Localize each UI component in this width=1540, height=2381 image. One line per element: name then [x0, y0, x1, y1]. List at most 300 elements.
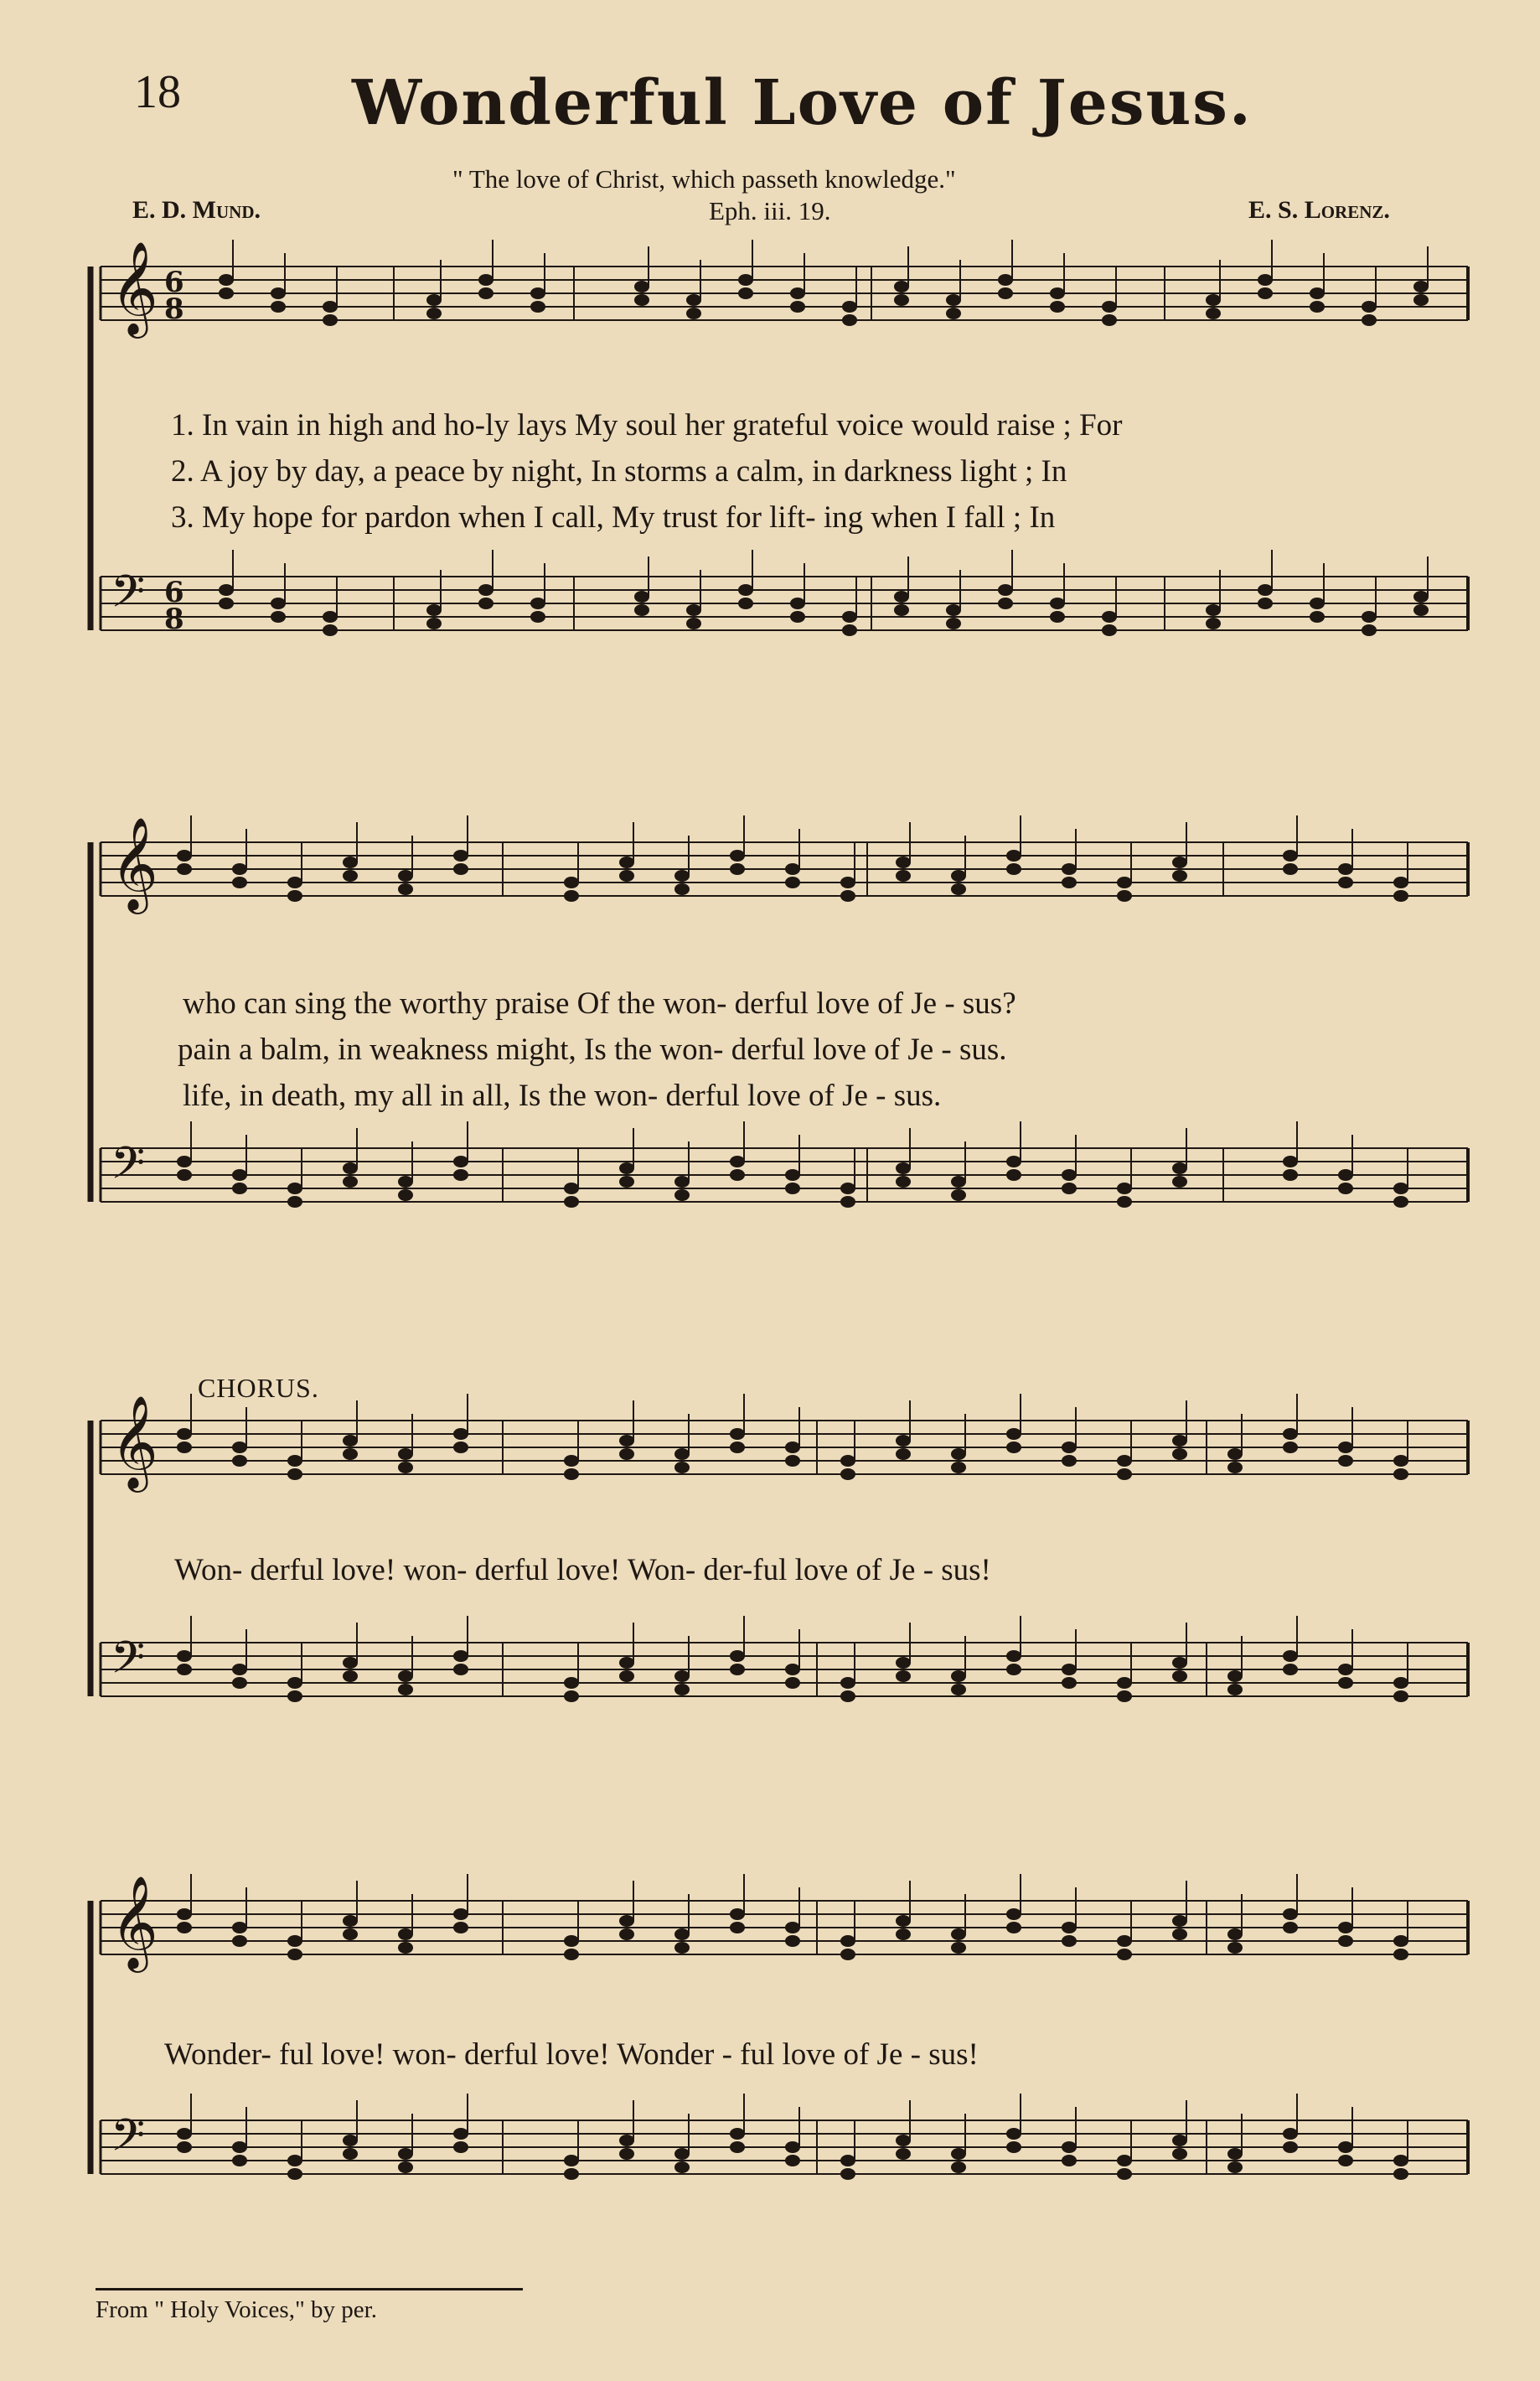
note-head [530, 598, 545, 609]
note-head [530, 287, 545, 299]
verse-1-line-a: 1. In vain in high and ho-ly lays My soul her grateful voice would raise ; For [171, 408, 1123, 443]
note-head [453, 1664, 468, 1675]
note-head [896, 1162, 911, 1174]
note-head [785, 1169, 800, 1181]
note-head [232, 877, 247, 888]
note-head [1062, 1442, 1077, 1453]
note-head [1338, 1442, 1353, 1453]
note-head [1117, 1677, 1132, 1689]
note-head [1117, 877, 1132, 888]
verse-1-line-b: who can sing the worthy praise Of the won- derful love of Je - sus? [183, 986, 1016, 1021]
note-head [287, 1677, 302, 1689]
bass-clef: 𝄢 [111, 1633, 146, 1695]
note-head [738, 598, 753, 609]
note-head [1393, 1455, 1408, 1467]
note-head [1050, 611, 1065, 623]
note-head [398, 1928, 413, 1940]
note-head [323, 314, 338, 326]
note-head [730, 2128, 745, 2140]
note-head [271, 301, 286, 313]
note-head [1172, 1928, 1187, 1940]
note-head [271, 598, 286, 609]
scripture-reference: Eph. iii. 19. [709, 196, 831, 225]
note-head [1206, 294, 1221, 306]
note-head [1172, 1657, 1187, 1669]
note-head [287, 2168, 302, 2180]
note-head [1227, 1942, 1243, 1954]
note-head [1393, 1949, 1408, 1960]
note-head [478, 274, 494, 286]
note-head [1283, 1442, 1298, 1453]
note-head [1393, 1468, 1408, 1480]
note-head [219, 598, 234, 609]
note-head [619, 1670, 634, 1682]
note-head [1362, 314, 1377, 326]
note-head [1006, 1922, 1021, 1933]
note-head [453, 1650, 468, 1662]
note-head [674, 1670, 690, 1682]
bass-clef: 𝄢 [111, 1138, 146, 1200]
verse-3-line-a: 3. My hope for pardon when I call, My trust for lift- ing when I fall ; In [171, 500, 1056, 535]
note-head [398, 1176, 413, 1188]
note-head [1338, 1183, 1353, 1194]
note-head [177, 863, 192, 875]
note-head [896, 2135, 911, 2146]
note-head [232, 1677, 247, 1689]
note-head [1413, 604, 1429, 616]
note-head [478, 287, 494, 299]
note-head [530, 611, 545, 623]
note-head [1117, 1949, 1132, 1960]
note-head [998, 598, 1013, 609]
verse-2-line-a: 2. A joy by day, a peace by night, In storms a calm, in darkness light ; In [171, 454, 1067, 489]
note-head [1006, 1908, 1021, 1920]
note-head [453, 850, 468, 862]
note-head [785, 1183, 800, 1194]
note-head [1393, 1690, 1408, 1702]
note-head [343, 1657, 358, 1669]
note-head [951, 1670, 966, 1682]
chorus-line-2: Wonder- ful love! won- derful love! Wonder - ful love of Je - sus! [164, 2037, 979, 2072]
note-head [398, 2148, 413, 2160]
note-head [840, 877, 855, 888]
note-head [896, 1915, 911, 1927]
note-head [842, 314, 857, 326]
note-head [343, 2148, 358, 2160]
note-head [1393, 1677, 1408, 1689]
note-head [790, 598, 805, 609]
note-head [840, 1677, 855, 1689]
note-head [1117, 1455, 1132, 1467]
note-head [1227, 2161, 1243, 2173]
note-head [1283, 1908, 1298, 1920]
note-head [398, 870, 413, 882]
note-head [1062, 2155, 1077, 2166]
note-head [1310, 301, 1325, 313]
note-head [1258, 274, 1273, 286]
note-head [398, 1189, 413, 1201]
hymn-title: Wonderful Love of Jesus. [352, 67, 1253, 139]
verse-2-line-b: pain a balm, in weakness might, Is the won- derful love of Je - sus. [178, 1033, 1007, 1067]
note-head [1283, 1922, 1298, 1933]
note-head [177, 2128, 192, 2140]
note-head [323, 611, 338, 623]
note-head [564, 1468, 579, 1480]
note-head [946, 294, 961, 306]
note-head [177, 1156, 192, 1167]
note-head [1117, 890, 1132, 902]
note-head [1006, 863, 1021, 875]
note-head [1338, 877, 1353, 888]
note-head [896, 1670, 911, 1682]
note-head [1310, 611, 1325, 623]
note-head [343, 1448, 358, 1460]
note-head [674, 2148, 690, 2160]
note-head [896, 1435, 911, 1447]
note-head [1006, 2128, 1021, 2140]
note-head [619, 870, 634, 882]
note-head [1362, 611, 1377, 623]
note-head [1413, 591, 1429, 603]
page-number: 18 [134, 66, 181, 118]
note-head [896, 1657, 911, 1669]
note-head [619, 1435, 634, 1447]
note-head [951, 2148, 966, 2160]
note-head [564, 890, 579, 902]
treble-time-signature-top: 6 [164, 266, 184, 299]
note-head [790, 611, 805, 623]
note-head [219, 584, 234, 596]
note-head [634, 604, 649, 616]
note-head [1227, 2148, 1243, 2160]
note-head [426, 294, 442, 306]
note-head [1117, 1935, 1132, 1947]
note-head [343, 1670, 358, 1682]
note-head [785, 1442, 800, 1453]
note-head [564, 1935, 579, 1947]
note-head [1227, 1928, 1243, 1940]
note-head [1117, 1183, 1132, 1194]
note-head [840, 1183, 855, 1194]
note-head [686, 604, 701, 616]
note-head [1006, 1428, 1021, 1440]
note-head [398, 1448, 413, 1460]
note-head [1172, 1176, 1187, 1188]
note-head [894, 294, 909, 306]
note-head [1172, 1162, 1187, 1174]
note-head [478, 584, 494, 596]
note-head [564, 2168, 579, 2180]
note-head [840, 2168, 855, 2180]
chorus-line-1: Won- derful love! won- derful love! Won- der-ful love of Je - sus! [174, 1553, 991, 1587]
note-head [619, 857, 634, 868]
note-head [398, 1462, 413, 1473]
note-head [232, 1664, 247, 1675]
note-head [730, 1442, 745, 1453]
note-head [177, 1442, 192, 1453]
note-head [1050, 287, 1065, 299]
note-head [785, 1677, 800, 1689]
bass-time-signature-top: 6 [164, 576, 184, 609]
note-head [1338, 1677, 1353, 1689]
treble-clef: 𝄞 [111, 816, 158, 910]
treble-clef: 𝄞 [111, 1395, 158, 1488]
treble-clef: 𝄞 [111, 241, 158, 334]
note-head [1283, 1428, 1298, 1440]
note-head [1393, 1183, 1408, 1194]
note-head [398, 883, 413, 895]
note-head [1393, 877, 1408, 888]
note-head [1102, 301, 1117, 313]
note-head [1413, 281, 1429, 292]
note-head [1393, 2168, 1408, 2180]
note-head [478, 598, 494, 609]
note-head [951, 1189, 966, 1201]
note-head [1062, 877, 1077, 888]
bass-clef: 𝄢 [111, 2110, 146, 2172]
note-head [426, 308, 442, 319]
note-head [785, 863, 800, 875]
note-head [1206, 618, 1221, 629]
note-head [1117, 2168, 1132, 2180]
note-head [1227, 1462, 1243, 1473]
note-head [1362, 624, 1377, 636]
note-head [842, 624, 857, 636]
footnote-rule [96, 2288, 523, 2290]
note-head [896, 857, 911, 868]
note-head [1006, 1156, 1021, 1167]
note-head [951, 1448, 966, 1460]
note-head [426, 618, 442, 629]
note-head [730, 2141, 745, 2153]
note-head [1006, 1650, 1021, 1662]
note-head [343, 1928, 358, 1940]
note-head [453, 1156, 468, 1167]
note-head [232, 2155, 247, 2166]
note-head [453, 1922, 468, 1933]
note-head [674, 1928, 690, 1940]
note-head [1338, 1169, 1353, 1181]
note-head [840, 890, 855, 902]
note-head [1393, 1935, 1408, 1947]
note-head [730, 1169, 745, 1181]
note-head [674, 1462, 690, 1473]
note-head [1006, 2141, 1021, 2153]
note-head [1338, 2155, 1353, 2166]
note-head [674, 1684, 690, 1695]
note-head [564, 1196, 579, 1208]
note-head [785, 1922, 800, 1933]
note-head [674, 883, 690, 895]
note-head [1258, 287, 1273, 299]
note-head [343, 1915, 358, 1927]
note-head [287, 1468, 302, 1480]
note-head [453, 2141, 468, 2153]
note-head [674, 1189, 690, 1201]
note-head [177, 1922, 192, 1933]
note-head [343, 1176, 358, 1188]
note-head [564, 1677, 579, 1689]
note-head [453, 1428, 468, 1440]
note-head [1172, 1435, 1187, 1447]
note-head [1117, 1690, 1132, 1702]
note-head [564, 1690, 579, 1702]
note-head [840, 1935, 855, 1947]
note-head [177, 850, 192, 862]
note-head [398, 1684, 413, 1695]
note-head [177, 1664, 192, 1675]
note-head [1393, 2155, 1408, 2166]
note-head [951, 883, 966, 895]
note-head [343, 870, 358, 882]
note-head [951, 1928, 966, 1940]
note-head [287, 1949, 302, 1960]
note-head [894, 604, 909, 616]
footnote: From " Holy Voices," by per. [96, 2296, 377, 2323]
note-head [232, 1455, 247, 1467]
note-head [951, 2161, 966, 2173]
note-head [738, 287, 753, 299]
treble-clef: 𝄞 [111, 1875, 158, 1969]
verse-3-line-b: life, in death, my all in all, Is the won- derful love of Je - sus. [183, 1079, 942, 1113]
note-head [219, 274, 234, 286]
note-head [1206, 604, 1221, 616]
note-head [219, 287, 234, 299]
note-head [287, 1196, 302, 1208]
note-head [1117, 1468, 1132, 1480]
note-head [1258, 598, 1273, 609]
note-head [1172, 2135, 1187, 2146]
chorus-heading: CHORUS. [198, 1373, 319, 1403]
note-head [232, 1442, 247, 1453]
note-head [896, 1448, 911, 1460]
note-head [1283, 850, 1298, 862]
note-head [1283, 2128, 1298, 2140]
note-head [1227, 1448, 1243, 1460]
note-head [946, 604, 961, 616]
note-head [790, 301, 805, 313]
note-head [619, 2135, 634, 2146]
note-head [398, 1942, 413, 1954]
note-head [730, 863, 745, 875]
note-head [840, 2155, 855, 2166]
note-head [730, 1664, 745, 1675]
note-head [896, 1176, 911, 1188]
note-head [343, 857, 358, 868]
note-head [1172, 1670, 1187, 1682]
note-head [730, 850, 745, 862]
note-head [1338, 1935, 1353, 1947]
note-head [564, 1949, 579, 1960]
note-head [1102, 611, 1117, 623]
note-head [177, 1428, 192, 1440]
note-head [1117, 1196, 1132, 1208]
note-head [730, 1156, 745, 1167]
note-head [323, 624, 338, 636]
note-head [398, 2161, 413, 2173]
note-head [619, 1928, 634, 1940]
note-head [1062, 1455, 1077, 1467]
note-head [946, 308, 961, 319]
note-head [674, 870, 690, 882]
note-head [1283, 1664, 1298, 1675]
note-head [271, 287, 286, 299]
note-head [842, 611, 857, 623]
note-head [946, 618, 961, 629]
note-head [453, 2128, 468, 2140]
note-head [1283, 863, 1298, 875]
note-head [951, 1684, 966, 1695]
note-head [1310, 598, 1325, 609]
note-head [398, 1670, 413, 1682]
note-head [1050, 598, 1065, 609]
note-head [1206, 308, 1221, 319]
note-head [1283, 1650, 1298, 1662]
note-head [1172, 1915, 1187, 1927]
note-head [840, 1690, 855, 1702]
note-head [1062, 863, 1077, 875]
note-head [894, 281, 909, 292]
note-head [619, 1176, 634, 1188]
note-head [530, 301, 545, 313]
note-head [1338, 1455, 1353, 1467]
note-head [674, 1448, 690, 1460]
note-head [1310, 287, 1325, 299]
note-head [674, 1942, 690, 1954]
note-head [1227, 1684, 1243, 1695]
note-head [634, 294, 649, 306]
note-head [232, 1922, 247, 1933]
bass-time-signature-bottom: 8 [164, 603, 184, 636]
note-head [426, 604, 442, 616]
note-head [1338, 2141, 1353, 2153]
note-head [564, 877, 579, 888]
note-head [1102, 314, 1117, 326]
composer-credit: E. S. Lorenz. [1248, 196, 1390, 224]
note-head [686, 308, 701, 319]
note-head [619, 1915, 634, 1927]
note-head [785, 2141, 800, 2153]
note-head [1283, 1169, 1298, 1181]
note-head [232, 1169, 247, 1181]
note-head [287, 1183, 302, 1194]
note-head [343, 2135, 358, 2146]
note-head [686, 618, 701, 629]
note-head [894, 591, 909, 603]
note-head [1006, 1169, 1021, 1181]
note-head [177, 1650, 192, 1662]
note-head [785, 1664, 800, 1675]
note-head [232, 863, 247, 875]
note-head [1062, 1922, 1077, 1933]
note-head [896, 2148, 911, 2160]
note-head [453, 863, 468, 875]
note-head [1006, 1442, 1021, 1453]
note-head [1172, 2148, 1187, 2160]
note-head [619, 2148, 634, 2160]
note-head [287, 890, 302, 902]
note-head [232, 2141, 247, 2153]
note-head [287, 877, 302, 888]
note-head [730, 1428, 745, 1440]
note-head [674, 1176, 690, 1188]
epigraph-quote: " The love of Christ, which passeth knowledge." [452, 164, 956, 194]
note-head [287, 1935, 302, 1947]
note-head [1062, 1935, 1077, 1947]
note-head [785, 877, 800, 888]
note-head [730, 1908, 745, 1920]
note-head [453, 1442, 468, 1453]
